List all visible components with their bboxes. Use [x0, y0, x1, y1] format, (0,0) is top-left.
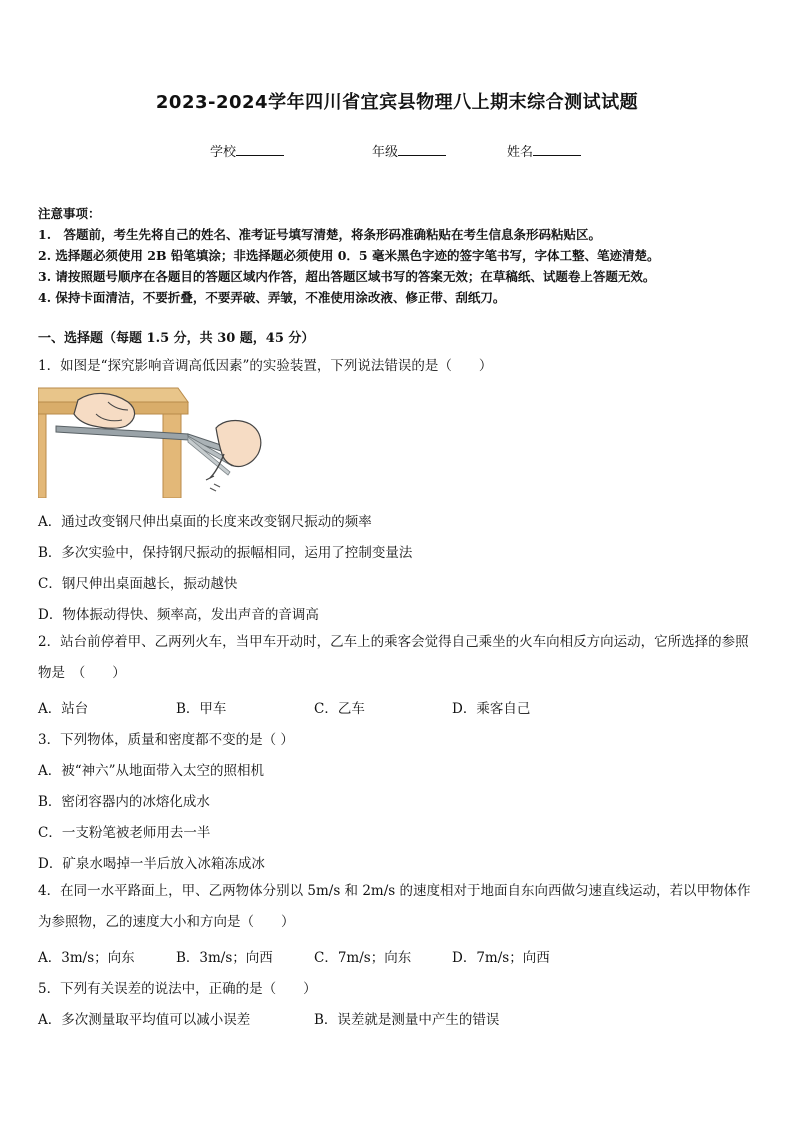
school-blank: [236, 142, 284, 156]
grade-field: [372, 141, 446, 160]
q1-option-a: A．通过改变钢尺伸出桌面的长度来改变钢尺振动的频率: [38, 514, 372, 530]
q3-option-b: B．密闭容器内的冰熔化成水: [38, 794, 210, 810]
q1-option-c: C．钢尺伸出桌面越长，振动越快: [38, 576, 238, 592]
q5-option-b: B．误差就是测量中产生的错误: [314, 1012, 500, 1028]
note-item-2: 2. 选择题必须使用 2B 铅笔填涂；非选择题必须使用 0．5 毫米黑色字迹的签字笔书写，字体工整、笔迹清楚。: [38, 248, 660, 263]
q4-option-c: C．7m/s；向东: [314, 950, 412, 966]
name-label: 姓名: [507, 145, 534, 160]
notes-block: [38, 203, 768, 308]
q2-option-c: C．乙车: [314, 701, 365, 717]
grade-blank: [398, 142, 446, 156]
grade-label: 年级: [372, 145, 399, 160]
q1-option-b: B．多次实验中，保持钢尺振动的振幅相同，运用了控制变量法: [38, 545, 413, 561]
q1-stem: 1．如图是“探究影响音调高低因素”的实验装置，下列说法错误的是（ ）: [38, 358, 493, 374]
school-label: 学校: [210, 145, 237, 160]
note-item-1: 1. 答题前，考生先将自己的姓名、准考证号填写清楚，将条形码准确粘贴在考生信息条形码粘贴区。: [38, 227, 602, 242]
steel-ruler-figure: [38, 380, 264, 498]
q2-option-a: A．站台: [38, 701, 89, 717]
q3-stem: 3．下列物体，质量和密度都不变的是（ ）: [38, 732, 294, 748]
q2-option-b: B．甲车: [176, 701, 227, 717]
q2-stem: 2．站台前停着甲、乙两列火车，当甲车开动时，乙车上的乘客会觉得自己乘坐的火车向相反方向运动，它所选择的参照物是 （ ）: [38, 634, 749, 681]
notes-heading: 注意事项：: [38, 206, 101, 221]
q4-option-b: B．3m/s；向西: [176, 950, 273, 966]
q2-option-d: D．乘客自己: [452, 701, 531, 717]
exam-title: 2023-2024学年四川省宜宾县物理八上期末综合测试试题: [155, 92, 639, 113]
q5-option-a: A．多次测量取平均值可以减小误差: [38, 1012, 251, 1028]
name-blank: [533, 142, 581, 156]
q3-option-a: A．被“神六”从地面带入太空的照相机: [38, 763, 265, 779]
q5-stem: 5．下列有关误差的说法中，正确的是（ ）: [38, 981, 317, 997]
note-item-4: 4. 保持卡面清洁，不要折叠，不要弄破、弄皱，不准使用涂改液、修正带、刮纸刀。: [38, 290, 506, 305]
student-info-row: [0, 141, 794, 161]
q4-option-d: D．7m/s；向西: [452, 950, 550, 966]
q1-option-d: D．物体振动得快、频率高，发出声音的音调高: [38, 607, 319, 623]
q3-option-d: D．矿泉水喝掉一半后放入冰箱冻成冰: [38, 856, 265, 872]
note-item-3: 3. 请按照题号顺序在各题目的答题区域内作答，超出答题区域书写的答案无效；在草稿纸、试题卷上答题无效。: [38, 269, 656, 284]
q4-option-a: A．3m/s；向东: [38, 950, 135, 966]
section-heading: 一、选择题（每题 1.5 分，共 30 题，45 分）: [38, 331, 315, 346]
school-field: [210, 141, 284, 160]
table-leg: [163, 414, 181, 498]
q3-option-c: C．一支粉笔被老师用去一半: [38, 825, 211, 841]
q4-stem: 4．在同一水平路面上，甲、乙两物体分别以 5m/s 和 2m/s 的速度相对于地面自东向西做匀速直线运动，若以甲物体作为参照物，乙的速度大小和方向是（ ）: [38, 883, 751, 930]
ruler-experiment-illustration: [38, 380, 264, 498]
name-field: [507, 141, 581, 160]
